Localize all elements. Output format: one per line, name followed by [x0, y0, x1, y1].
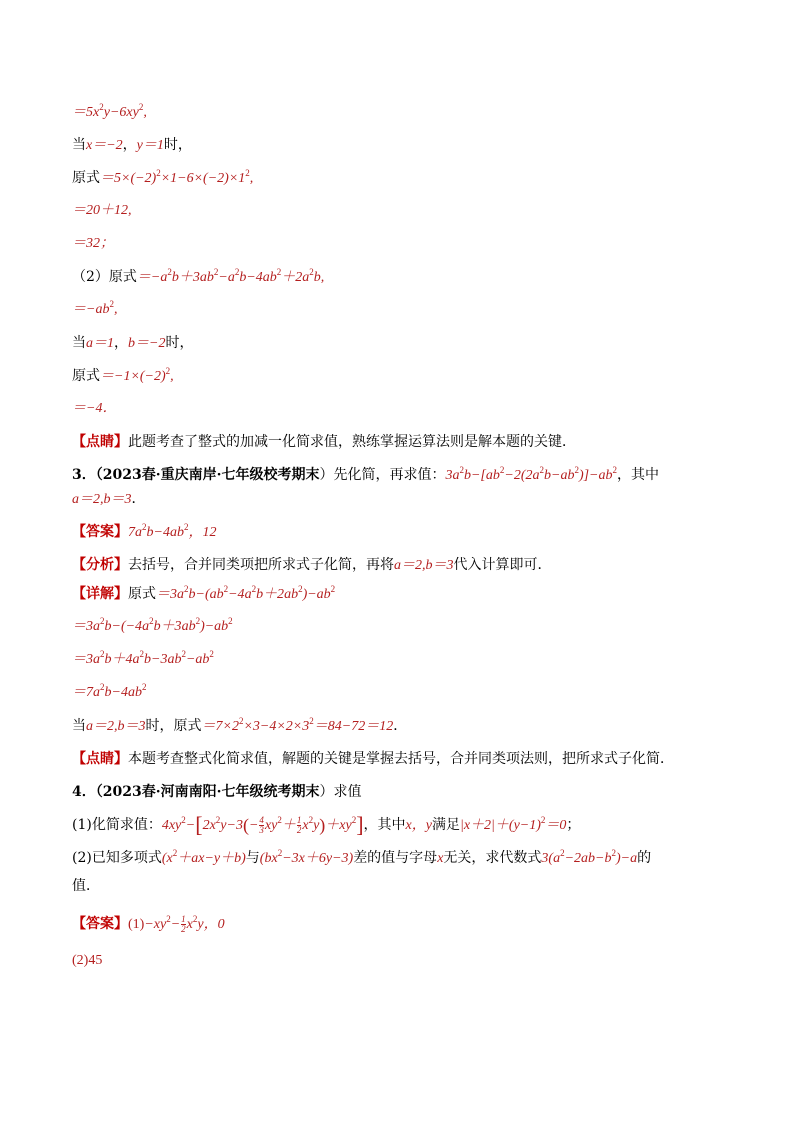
- line-2: 当x＝−2，y＝1时，: [72, 137, 192, 153]
- detail-3: 【详解】原式$=3a^2b-(ab^2-4a^2b+2ab^2)-ab^2$: [72, 584, 336, 602]
- line-8: 当a＝1，b＝−2时，: [72, 335, 194, 351]
- detail-3-line-4: $=7a^2b-4ab^2$: [72, 682, 147, 700]
- line-1: $=5x^2y-6xy^2$,: [72, 102, 147, 120]
- answer-4: 【答案】$(1)-xy^2-$ $\frac{1}{2}$ $x^2y$，0: [72, 914, 225, 935]
- line-4: ＝20＋12,: [72, 203, 132, 218]
- question-4: 4．（2023春·河南南阳·七年级统考期末）求值: [72, 784, 362, 800]
- comment-point-1: 【点睛】此题考查了整式的加减一化简求值，熟练掌握运算法则是解本题的关键．: [72, 434, 576, 450]
- question-3: 3．（2023春·重庆南岸·七年级校考期末）先化简，再求值：$3a^2b-[ab^2-2(2a^2b-ab^2)]-ab^2$，其中: [72, 465, 659, 483]
- line-10: ＝−4．: [72, 401, 117, 416]
- detail-3-line-2: $=3a^2b-(-4a^2b+3ab^2)-ab^2$: [72, 616, 233, 634]
- detail-3-line-3: $=3a^2b+4a^2b-3ab^2-ab^2$: [72, 649, 214, 667]
- answer-4-part-2: (2)45: [72, 953, 103, 968]
- question-4-part-2: (2)已知多项式$(x^2+ax-y+b)$与$(bx^2-3x+6y-3)$差的值与字母x无关，求代数式$3(a^2-2ab-b^2)-a$的: [72, 848, 652, 866]
- line-5: ＝32；: [72, 236, 114, 251]
- detail-3-line-5: 当a＝2,b＝3时，原式$=7\times 2^2\times 3-4\times 2\times 3^2=84-72=12$．: [72, 716, 408, 734]
- line-3: 原式$=5\times(-2)^2\times 1-6\times(-2)\times 1^2$,: [72, 168, 254, 186]
- question-4-part-2-cont: 值．: [72, 878, 100, 894]
- answer-3: 【答案】$7a^2b-4ab^2$，12: [72, 522, 217, 540]
- line-6: （2）原式$=-a^2b+3ab^2-a^2b-4ab^2+2a^2b$,: [72, 267, 325, 285]
- question-3-cond: a＝2,b＝3．: [72, 491, 146, 507]
- analysis-3: 【分析】去括号，合并同类项把所求式子化简，再将a＝2,b＝3代入计算即可．: [72, 557, 552, 573]
- line-9: 原式$=-1\times(-2)^2$,: [72, 366, 174, 384]
- line-7: $=-ab^2$,: [72, 299, 118, 317]
- question-4-part-1: (1)化简求值：$4xy^2-[2x^2y-3(-$ $\frac{4}{3}$ $xy^2+$ $\frac{1}{2}$ $x^2y)+xy^2$]，其中x，y满足$|x+2|+(y-1)^2=0$；: [72, 812, 581, 837]
- comment-point-3: 【点睛】本题考查整式化简求值，解题的关键是掌握去括号，合并同类项法则，把所求式子化简．: [72, 751, 674, 767]
